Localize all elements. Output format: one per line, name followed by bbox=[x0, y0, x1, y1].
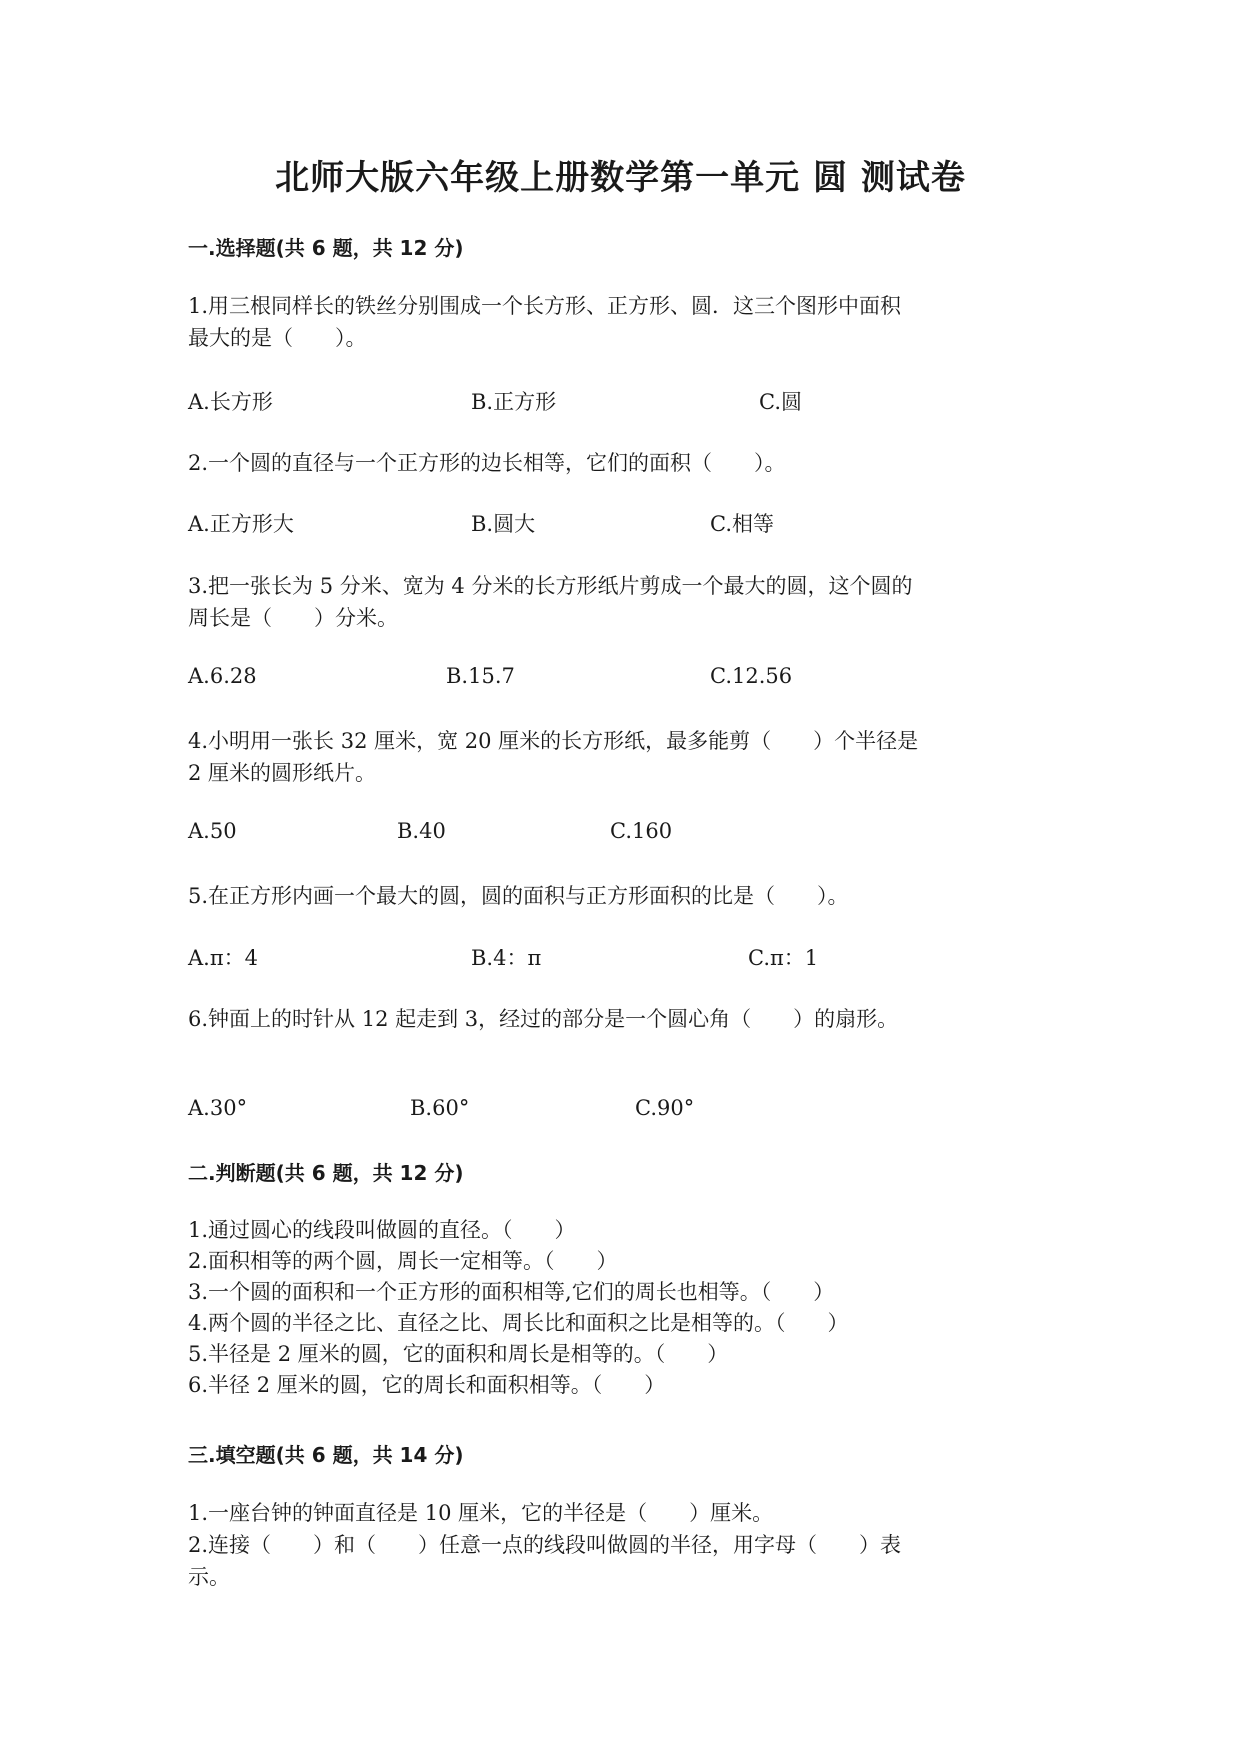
judgment-item: 5.半径是 2 厘米的圆，它的面积和周长是相等的。（ ） bbox=[188, 1342, 729, 1366]
option-c: C.160 bbox=[610, 819, 673, 843]
option-c: C.90° bbox=[635, 1096, 695, 1120]
option-c: C.相等 bbox=[710, 512, 774, 536]
fill-blank-item: 2.连接（ ）和（ ）任意一点的线段叫做圆的半径，用字母（ ）表 bbox=[188, 1533, 902, 1557]
option-a: A.6.28 bbox=[188, 664, 257, 688]
option-b: B.正方形 bbox=[471, 390, 557, 414]
question-line: 3.把一张长为 5 分米、宽为 4 分米的长方形纸片剪成一个最大的圆，这个圆的 bbox=[188, 574, 913, 598]
section-heading-judgment: 二.判断题(共 6 题，共 12 分) bbox=[188, 1161, 464, 1185]
question-line: 1.用三根同样长的铁丝分别围成一个长方形、正方形、圆．这三个图形中面积 bbox=[188, 294, 902, 318]
fill-blank-item: 1.一座台钟的钟面直径是 10 厘米，它的半径是（ ）厘米。 bbox=[188, 1501, 774, 1525]
option-b: B.15.7 bbox=[446, 664, 515, 688]
option-a: A.30° bbox=[188, 1096, 248, 1120]
exam-title: 北师大版六年级上册数学第一单元 圆 测试卷 bbox=[275, 158, 966, 198]
question-line: 6.钟面上的时针从 12 起走到 3，经过的部分是一个圆心角（ ）的扇形。 bbox=[188, 1007, 899, 1031]
option-b: B.圆大 bbox=[471, 512, 536, 536]
judgment-item: 1.通过圆心的线段叫做圆的直径。（ ） bbox=[188, 1218, 576, 1242]
section-heading-fill-blank: 三.填空题(共 6 题，共 14 分) bbox=[188, 1443, 464, 1467]
option-b: B.4：π bbox=[471, 946, 542, 970]
judgment-item: 2.面积相等的两个圆，周长一定相等。（ ） bbox=[188, 1249, 618, 1273]
question-line: 4.小明用一张长 32 厘米，宽 20 厘米的长方形纸，最多能剪（ ）个半径是 bbox=[188, 729, 919, 753]
option-a: A.50 bbox=[188, 819, 237, 843]
option-c: C.圆 bbox=[759, 390, 802, 414]
judgment-item: 4.两个圆的半径之比、直径之比、周长比和面积之比是相等的。（ ） bbox=[188, 1311, 849, 1335]
question-line: 2.一个圆的直径与一个正方形的边长相等，它们的面积（ ）。 bbox=[188, 451, 786, 475]
question-line: 最大的是（ ）。 bbox=[188, 326, 367, 350]
option-c: C.12.56 bbox=[710, 664, 793, 688]
option-b: B.60° bbox=[410, 1096, 470, 1120]
question-line: 周长是（ ）分米。 bbox=[188, 606, 398, 630]
option-a: A.正方形大 bbox=[188, 512, 294, 536]
option-a: A.π：4 bbox=[188, 946, 259, 970]
judgment-item: 3.一个圆的面积和一个正方形的面积相等,它们的周长也相等。（ ） bbox=[188, 1280, 835, 1304]
question-line: 2 厘米的圆形纸片。 bbox=[188, 761, 377, 785]
question-line: 5.在正方形内画一个最大的圆，圆的面积与正方形面积的比是（ ）。 bbox=[188, 884, 849, 908]
section-heading-choice: 一.选择题(共 6 题，共 12 分) bbox=[188, 236, 464, 260]
option-a: A.长方形 bbox=[188, 390, 273, 414]
fill-blank-item: 示。 bbox=[188, 1565, 230, 1589]
option-c: C.π：1 bbox=[748, 946, 819, 970]
option-b: B.40 bbox=[397, 819, 446, 843]
judgment-item: 6.半径 2 厘米的圆，它的周长和面积相等。（ ） bbox=[188, 1373, 666, 1397]
